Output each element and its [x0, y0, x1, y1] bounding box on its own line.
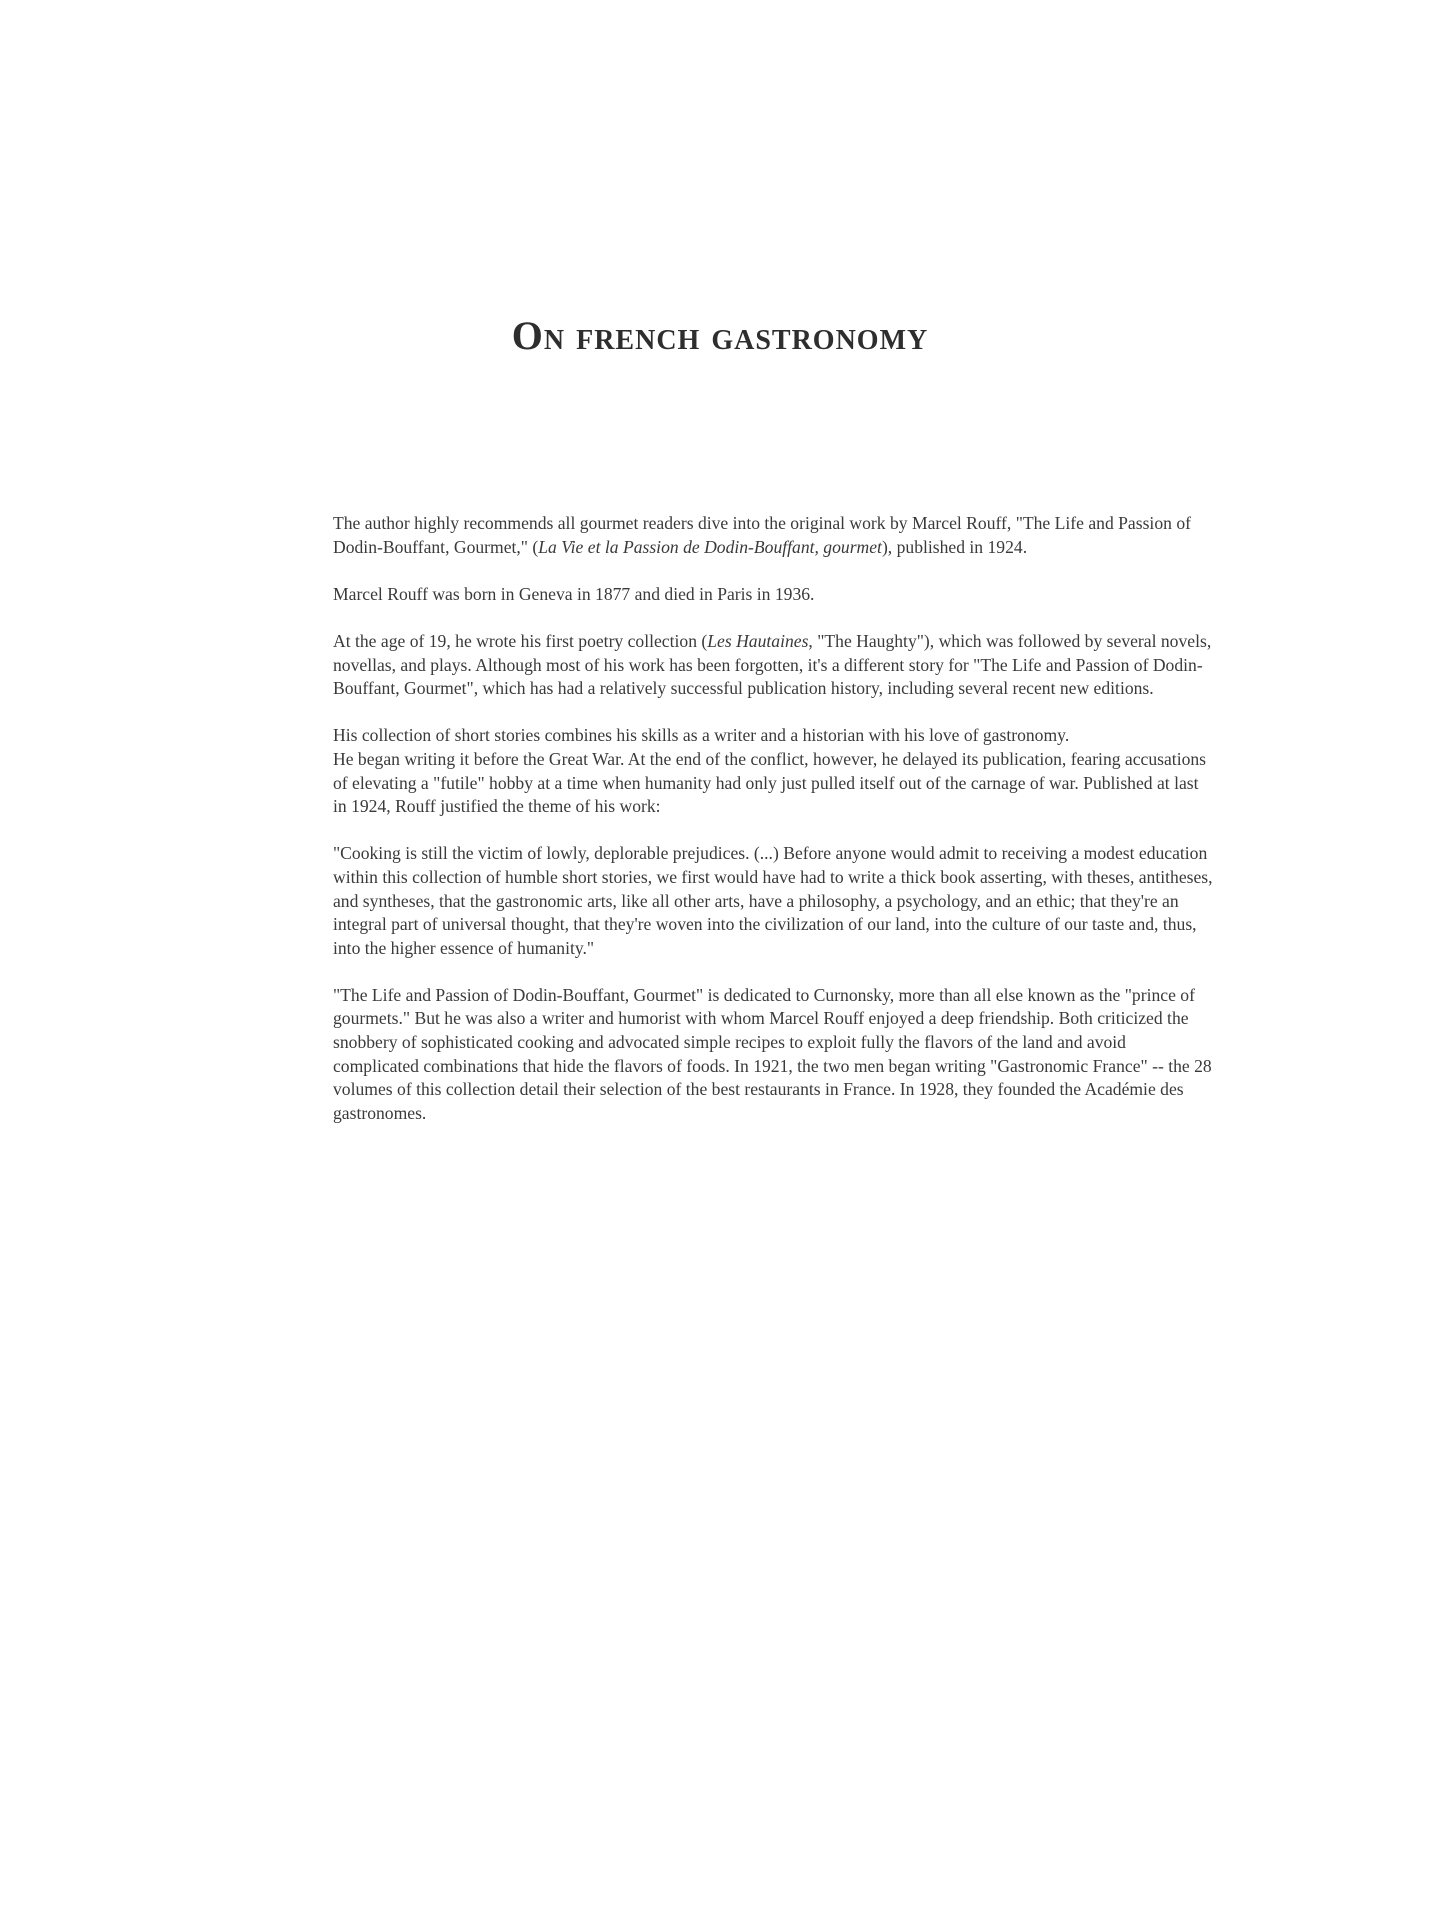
paragraph-text: At the age of 19, he wrote his first poetry collection (: [333, 630, 708, 651]
paragraph-recommendation: [333, 512, 1213, 559]
paragraph-career: [333, 630, 1213, 701]
italic-title: Les Hautaines: [707, 630, 809, 651]
page-title: On french gastronomy: [511, 313, 929, 358]
body-text: [333, 512, 1213, 1149]
paragraph-text: , "The Haughty"), which was followed by several novels, novellas, and plays. Although most of his work has been forgotten, it's a different story for "The Life and Passion of Dodin-Bouffant, Gourmet", which has had a relatively successful publication history, including several recent new editions.: [333, 630, 1212, 699]
paragraph-quote: "Cooking is still the victim of lowly, deplorable prejudices. (...) Before anyone would admit to receiving a modest education within this collection of humble short stories, we first would have had to write a thick book asserting, with theses, antitheses, and syntheses, that the gastronomic arts, like all other arts, have a philosophy, a psychology, and an ethic; that they're an integral part of universal thought, that they're woven into the civilization of our land, into the culture of our taste and, thus, into the higher essence of humanity.": [333, 843, 1213, 958]
paragraph-collection-history: He began writing it before the Great War. At the end of the conflict, however, he delayed its publication, fearing accusations of elevating a "futile" hobby at a time when humanity had only just pulled itself out of the carnage of war. Published at last in 1924, Rouff justified the theme of his work:: [333, 748, 1207, 817]
italic-title: La Vie et la Passion de Dodin-Bouffant, gourmet: [538, 536, 882, 557]
paragraph-curnonsky: "The Life and Passion of Dodin-Bouffant, Gourmet" is dedicated to Curnonsky, more than all else known as the "prince of gourmets." But he was also a writer and humorist with whom Marcel Rouff enjoyed a deep friendship. Both criticized the snobbery of sophisticated cooking and advocated simple recipes to exploit fully the flavors of the land and avoid complicated combinations that hide the flavors of foods. In 1921, the two men began writing "Gastronomic France" -- the 28 volumes of this collection detail their selection of the best restaurants in France. In 1928, they founded the Académie des gastronomes.: [333, 984, 1212, 1123]
paragraph-birth: Marcel Rouff was born in Geneva in 1877 and died in Paris in 1936.: [333, 583, 815, 604]
paragraph-collection-intro: His collection of short stories combines his skills as a writer and a historian with his love of gastronomy.: [333, 725, 1070, 746]
paragraph-text: The author highly recommends all gourmet readers dive into the original work by Marcel Rouff, "The Life and Passion of Dodin-Bouffant, Gourmet," (: [333, 513, 1191, 557]
paragraph-text: ), published in 1924.: [881, 536, 1028, 557]
